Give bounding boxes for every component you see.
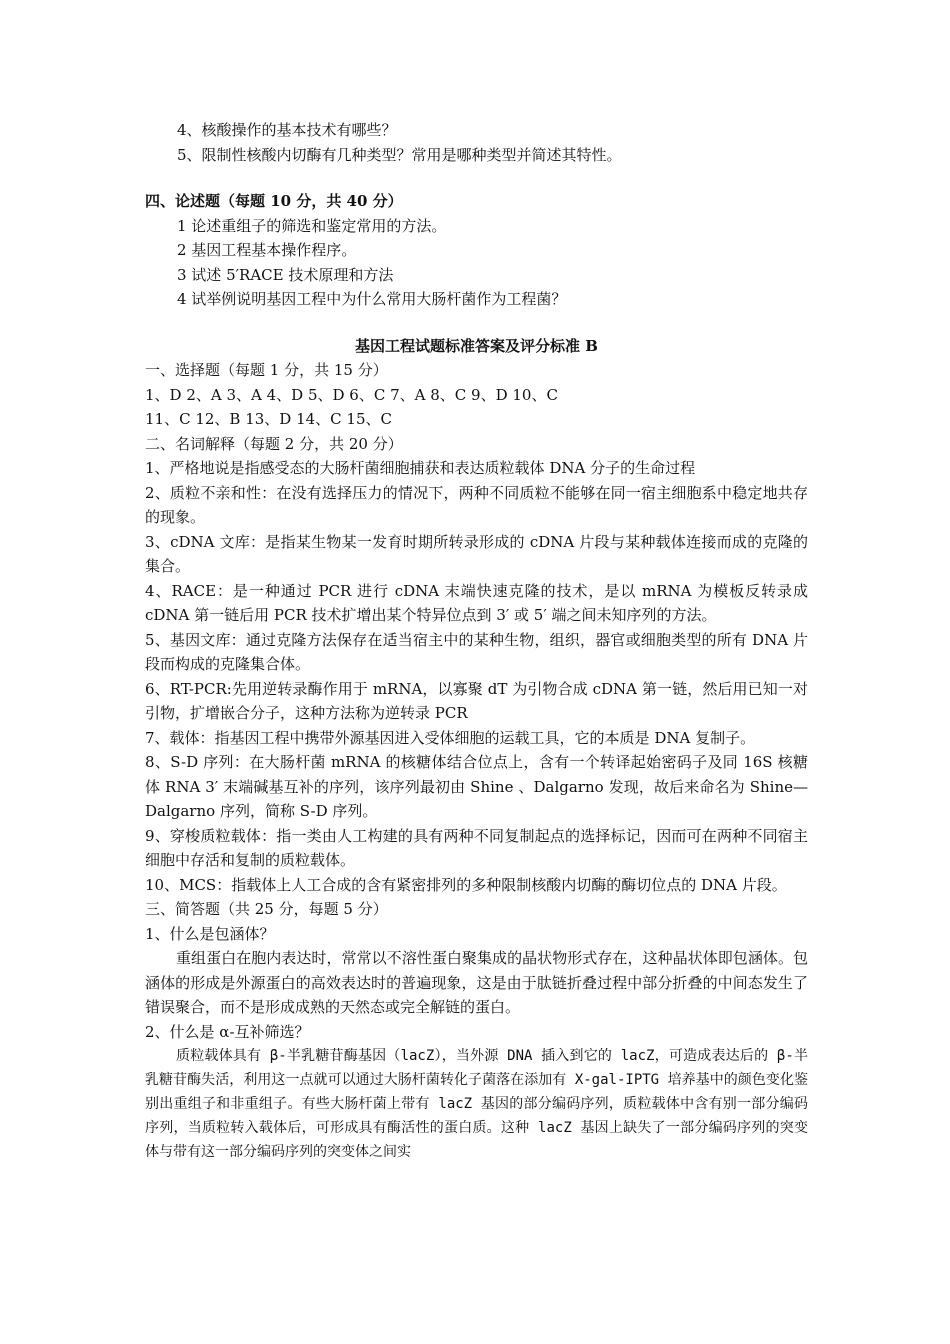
question-line: 5、限制性核酸内切酶有几种类型？常用是哪种类型并简述其特性。 xyxy=(177,145,622,164)
term-definition: 7、载体：指基因工程中携带外源基因进入受体细胞的运载工具，它的本质是 DNA 复制子。 xyxy=(145,728,756,747)
question-line: 2 基因工程基本操作程序。 xyxy=(177,241,357,259)
term-definition: 10、MCS：指载体上人工合成的含有紧密排列的多种限制核酸内切酶的酶切位点的 DNA 片段。 xyxy=(145,875,787,894)
question-line: 1 论述重组子的筛选和鉴定常用的方法。 xyxy=(177,216,447,235)
short-question: 2、什么是 α-互补筛选？ xyxy=(145,1022,310,1041)
term-definition: 4、RACE：是一种通过 PCR 进行 cDNA 末端快速克隆的技术，是以 mRNA 为模板反转录成 cDNA 第一链后用 PCR 技术扩增出某个特异位点到 3′ 或 5′ 端之间未知序列的方法。 xyxy=(145,581,808,624)
spacer xyxy=(145,312,808,334)
answer-line: 11、C 12、B 13、D 14、C 15、C xyxy=(145,410,392,428)
short-answer: 重组蛋白在胞内表达时，常常以不溶性蛋白聚集成的晶状物形式存在，这种晶状体即包涵体。包涵体的形成是外源蛋白的高效表达时的普遍现象，这是由于肽链折叠过程中部分折叠的中间态发生了错误聚合，而不是形成成熟的天然态或完全解链的蛋白。 xyxy=(145,949,808,1016)
question-line: 4、核酸操作的基本技术有哪些？ xyxy=(177,121,397,139)
term-definition: 2、质粒不亲和性：在没有选择压力的情况下，两种不同质粒不能够在同一宿主细胞系中稳定地共存的现象。 xyxy=(145,483,808,526)
term-definition: 3、cDNA 文库：是指某生物某一发育时期所转录形成的 cDNA 片段与某种载体连接而成的克隆的集合。 xyxy=(145,532,808,575)
term-definition: 9、穿梭质粒载体：指一类由人工构建的具有两种不同复制起点的选择标记，因而可在两种不同宿主细胞中存活和复制的质粒载体。 xyxy=(145,826,808,869)
short-question: 1、什么是包涵体？ xyxy=(145,924,275,943)
term-definition: 6、RT-PCR:先用逆转录酶作用于 mRNA，以寡聚 dT 为引物合成 cDNA 第一链，然后用已知一对引物，扩增嵌合分子，这种方法称为逆转录 PCR xyxy=(145,679,808,722)
term-definition: 5、基因文库：通过克隆方法保存在适当宿主中的某种生物，组织，器官或细胞类型的所有 DNA 片段而构成的克隆集合体。 xyxy=(145,630,808,673)
section-heading: 四、论述题（每题 10 分，共 40 分） xyxy=(145,192,403,210)
answer-title: 基因工程试题标准答案及评分标准 B xyxy=(355,336,598,355)
question-line: 3 试述 5′RACE 技术原理和方法 xyxy=(177,265,394,284)
document-page xyxy=(145,118,808,1164)
section-heading: 三、简答题（共 25 分，每题 5 分） xyxy=(145,900,388,918)
term-definition: 8、S-D 序列：在大肠杆菌 mRNA 的核糖体结合位点上，含有一个转译起始密码子及同 16S 核糖体 RNA 3′ 末端碱基互补的序列，该序列最初由 Shine 、Dalgarno 发现，故后来命名为 Shine—Dalgarno 序列，简称 S-D 序列。 xyxy=(145,753,808,820)
section-heading: 一、选择题（每题 1 分，共 15 分） xyxy=(145,361,388,379)
question-line: 4 试举例说明基因工程中为什么常用大肠杆菌作为工程菌？ xyxy=(177,290,567,308)
term-definition: 1、严格地说是指感受态的大肠杆菌细胞捕获和表达质粒载体 DNA 分子的生命过程 xyxy=(145,459,696,477)
spacer xyxy=(145,167,808,189)
short-answer: 质粒载体具有 β-半乳糖苷酶基因（lacZ），当外源 DNA 插入到它的 lacZ，可造成表达后的 β-半乳糖苷酶失活，利用这一点就可以通过大肠杆菌转化子菌落在添加有 X-gal-IPTG 培养基中的颜色变化鉴别出重组子和非重组子。有些大肠杆菌上带有 lacZ 基因的部分编码序列，质粒载体中含有别一部分编码序列，当质粒转入载体后，可形成具有酶活性的蛋白质。这种 lacZ 基因上缺失了一部分编码序列的突变体与带有这一部分编码序列的突变体之间实 xyxy=(145,1048,808,1160)
section-heading: 二、名词解释（每题 2 分，共 20 分） xyxy=(145,434,403,453)
answer-line: 1、D 2、A 3、A 4、D 5、D 6、C 7、A 8、C 9、D 10、C xyxy=(145,385,558,404)
